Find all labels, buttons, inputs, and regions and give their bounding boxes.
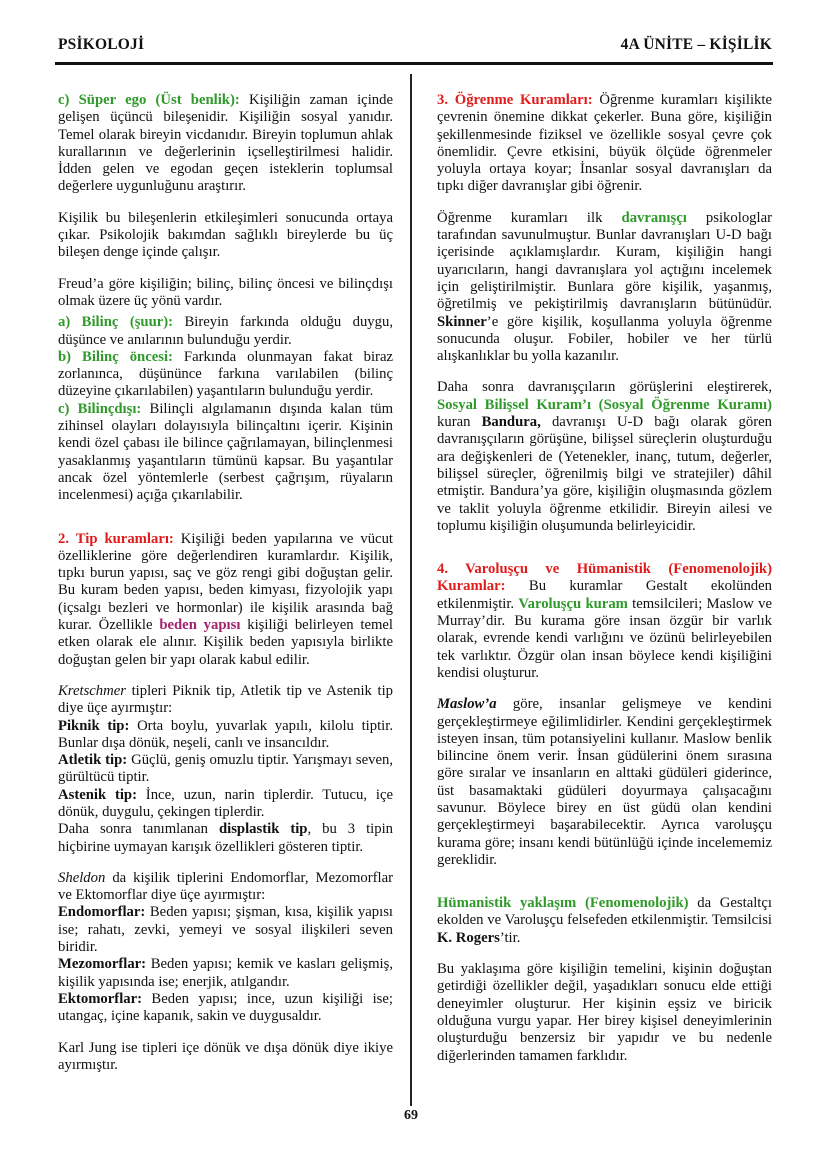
body-text: göre, insanlar gelişmeye ve kendini gerçekleştirmeye eğilimlidirler. Kendini gerçekleştirmek isteyen insan, tüm potansiyelini kullanır. Maslow benlik bilincine önem verir. İnsan güdülerini önem sırasına göre sıralar ve insanların en alttaki güdüleri giderince, üst basamaktaki güdüleri doyurmaya çalışacağını savunur. Böylece birey en üst güdü olan kendini gerçekleştirmeyi başarabilecektir. Ayrıca varoluşçu kurama göre; insanı kendi bütünlüğü içinde incelememiz gereklidir.: [437, 696, 772, 868]
header-unit-title: 4A ÜNİTE – KİŞİLİK: [620, 36, 772, 53]
paragraph: [58, 718, 393, 753]
body-text: Karl Jung ise tipleri içe dönük ve dışa dönük diye ikiye ayırmıştır.: [58, 1039, 393, 1073]
emphasized-text: Skinner: [437, 313, 487, 330]
body-text: Beden yapısı; ince, uzun kişiliği ise; utangaç, içine kapanık, sakin ve duygusaldır.: [58, 990, 393, 1025]
paragraph: [437, 379, 772, 535]
emphasized-text: 4. Varoluşçu ve Hümanistik (Fenomenolojik) Kuramlar:: [437, 561, 772, 595]
body-text: Bilinçli algılamanın dışında kalan tüm zihinsel olayları dolayısıyla bilinçaltını içerir. Kişinin kendi özel çabası ile bilince çağrılamayan, bilinçlenmesi yasaklanmış yaşantıların tümünü kapsar. Bu yaşantılar ancak özel yöntemlerle (serbest çağrışım, rüyaların incelenmesi) açığa çıkarılabilir.: [58, 400, 393, 504]
emphasized-text: K. Rogers: [437, 929, 500, 946]
right-column: [437, 92, 772, 1065]
emphasized-text: davranışçı: [621, 209, 687, 226]
body-text: Bireyin farkında olduğu duygu, düşünce ve anılarının bulunduğu yerdir.: [58, 314, 393, 348]
emphasized-text: beden yapısı: [159, 617, 241, 634]
body-text: , bu 3 tipin hiçbirine uymayan karışık özellikleri gösteren tiptir.: [58, 821, 394, 855]
body-text: ’e göre kişilik, koşullanma yoluyla öğrenme sonucunda oluşur. Fobiler, hobiler ve her türlü alışkanlıklar bu yolla kazanılır.: [437, 313, 772, 365]
body-text: İnce, uzun, narin tiplerdir. Tutucu, içe dönük, duygulu, çekingen tiplerdir.: [58, 786, 393, 820]
paragraph: [58, 349, 393, 401]
body-text: kişiliği belirleyen temel etken olarak ele alınır. Kişilik beden yapısıyla birlikte doğuştan gelen bir yapı olarak kabul edilir.: [58, 617, 393, 668]
emphasized-text: b) Bilinç öncesi:: [58, 348, 173, 365]
body-text: tipleri Piknik tip, Atletik tip ve Astenik tip diye üçe ayırmıştır:: [58, 682, 393, 717]
emphasized-text: Piknik tip:: [58, 717, 130, 734]
body-text: Beden yapısı; şişman, kısa, kişilik yapısı ise; rahatı, zevki, yemeyi ve sosyal ilişkileri seven biridir.: [58, 904, 393, 956]
emphasized-text: Kretschmer: [58, 682, 126, 699]
paragraph: [58, 752, 393, 787]
emphasized-text: Endomorflar:: [58, 904, 146, 921]
header-rule: [55, 62, 773, 65]
body-text: da Gestaltçı ekolden ve Varoluşçu felsefeden etkilenmiştir. Temsilcisi: [437, 895, 772, 929]
body-text: Kişilik bu bileşenlerin etkileşimleri sonucunda ortaya çıkar. Psikolojik bakımdan sağlıklı bireylerde bu üç bileşen denge içinde çalışır.: [58, 209, 393, 261]
body-text: Öğrenme kuramları kişilikte çevrenin önemine dikkat çekerler. Buna göre, kişiliğin şekillenmesinde fiziksel ve özellikle sosyal çevre çok önemlidir. Çevre etkisini, büyük ölçüde öğrenmeler yoluyla ortaya koyar; İnsanlar sosyal davranışları da tıpkı diğer davranışlar gibi öğrenir.: [437, 92, 772, 195]
paragraph: [58, 92, 393, 196]
header-subject: PSİKOLOJİ: [58, 36, 145, 53]
paragraph: [58, 531, 393, 669]
body-text: Daha sonra tanımlanan: [58, 821, 219, 838]
paragraph: [58, 276, 393, 311]
body-text: davranışı U-D bağı olarak gören davranışçıların görüşüne, bilişsel süreçlerin oluşturduğu ara değişkenleri de (Yetenekler, inanç, tutum, değerler, bilişsel süreçler, öğrenilmiş bilgi ve stratejiler) dâhil etmiştir. Bandura’ya göre, kişiliğin oluşmasında gözlem ve taklit yoluyla öğrenme etkilidir. Bireyin ailesi ve toplumu kişiliğin oluşumunda belirleyicidir.: [437, 414, 772, 534]
emphasized-text: Ektomorflar:: [58, 990, 143, 1007]
body-text: kuran: [437, 414, 482, 431]
body-text: Kişiliğin zaman içinde gelişen üçüncü bileşenidir. Kişiliğin sosyal yanıdır. Temel olarak bireyin vicdanıdır. Bireyin toplumun ahlak kurallarının ve değerlerinin içselleştirilmesi halidir. İdden gelen ve egodan geçen isteklerin toplumsal değerlere uygunluğunu araştırır.: [58, 92, 393, 195]
paragraph: [58, 904, 393, 956]
emphasized-text: Sosyal Bilişsel Kuram’ı (Sosyal Öğrenme Kuramı): [437, 396, 772, 413]
emphasized-text: Astenik tip:: [58, 786, 137, 803]
emphasized-text: Mezomorflar:: [58, 956, 147, 973]
paragraph: [58, 210, 393, 262]
paragraph: [58, 991, 393, 1026]
emphasized-text: c) Süper ego (Üst benlik):: [58, 92, 240, 108]
emphasized-text: Varoluşçu kuram: [518, 595, 628, 612]
body-text: psikologlar tarafından savunulmuştur. Bunlar davranışları U-D bağı içerisinde açıklamışlardır. Kuram, kişiliğin hangi uyarıcıların, hangi davranışlara yol açtığını incelemek için geliştirilmiştir. Bunlara göre kişilik, yaşanmış, öğretilmiş ve pekiştirilmiş davranışların bütünüdür.: [437, 209, 773, 313]
column-divider: [410, 74, 412, 1106]
body-text: Farkında olunmayan fakat biraz zorlanınca, düşününce farkına varılabilen (bilinç düzeyine çıkarılabilen) yaşantıların bulunduğu yerdir.: [58, 348, 393, 400]
emphasized-text: c) Bilinçdışı:: [58, 400, 142, 417]
paragraph: [58, 314, 393, 349]
paragraph: [58, 401, 393, 505]
paragraph: [58, 870, 393, 905]
emphasized-text: Bandura,: [481, 414, 541, 431]
paragraph: [437, 210, 772, 366]
emphasized-text: Hümanistik yaklaşım (Fenomenolojik): [437, 895, 689, 912]
body-text: Güçlü, geniş omuzlu tiptir. Yarışmayı seven, gürültücü tiptir.: [58, 752, 393, 786]
body-text: Kişiliği beden yapılarına ve vücut özelliklerine göre değerlendiren kuramlardır. Kişilik, tıpkı burun yapısı, saç ve göz rengi gibi doğuştan gelir. Bu kuram beden yapısı, beden kimyası, fizyolojik yapı (içsalgı bezleri ve hormonlar) ile kişilik arasında bağ kurar. Özellikle: [58, 530, 393, 634]
emphasized-text: a) Bilinç (şuur):: [58, 314, 174, 331]
paragraph: [58, 787, 393, 822]
paragraph: [58, 1040, 393, 1075]
page-number: 69: [404, 1108, 418, 1123]
paragraph: [58, 683, 393, 718]
paragraph: [58, 956, 393, 991]
body-text: Bu yaklaşıma göre kişiliğin temelini, kişinin doğuştan getirdiği özellikler değil, yaşadıkları sonucu elde ettiği deneyimler oluşturur. Her kişinin eşsiz ve biricik olduğuna vurgu yapar. Her birey kişisel deneyimlerinin oluşturduğu benzersiz bir yapıdır ve bu nedenle diğerlerinden tamamen farklıdır.: [437, 961, 772, 1064]
emphasized-text: Maslow’a: [437, 696, 497, 713]
body-text: Beden yapısı; kemik ve kasları gelişmiş, kişilik yapısında ise; enerjik, atılgandır.: [58, 956, 393, 990]
left-column: [58, 92, 393, 1074]
emphasized-text: Sheldon: [58, 869, 106, 886]
body-text: da kişilik tiplerini Endomorflar, Mezomorflar ve Ektomorflar diye üçe ayırmıştır:: [58, 869, 393, 904]
paragraph: [437, 696, 772, 869]
body-text: Freud’a göre kişiliğin; bilinç, bilinç öncesi ve bilinçdışı olmak üzere üç yönü vardır.: [58, 275, 393, 309]
body-text: temsilcileri; Maslow ve Murray’dir. Bu kurama göre insan özgür bir varlık olarak, evrende kendi varlığını ve özünü belirleyebilen tek varlıktır. Özgür olan insan böylece kendi kişiliğini kendisi oluşturur.: [437, 595, 772, 681]
body-text: Bu kuramlar Gestalt ekolünden etkilenmiştir.: [437, 578, 772, 612]
body-text: Daha sonra davranışçıların görüşlerini eleştirerek,: [437, 379, 772, 396]
body-text: Orta boylu, yuvarlak yapılı, kilolu tiptir. Bunlar dışa dönük, neşeli, canlı ve insancıldır.: [58, 717, 394, 751]
paragraph: [437, 561, 772, 682]
paragraph: [437, 961, 772, 1065]
body-text: Öğrenme kuramları ilk: [437, 209, 622, 226]
paragraph: [437, 895, 772, 947]
emphasized-text: Atletik tip:: [58, 752, 128, 769]
emphasized-text: 2. Tip kuramları:: [58, 530, 174, 547]
emphasized-text: displastik tip: [218, 821, 308, 838]
body-text: ’tir.: [499, 929, 521, 946]
paragraph: [58, 821, 393, 856]
paragraph: [437, 92, 772, 196]
emphasized-text: 3. Öğrenme Kuramları:: [437, 92, 593, 108]
